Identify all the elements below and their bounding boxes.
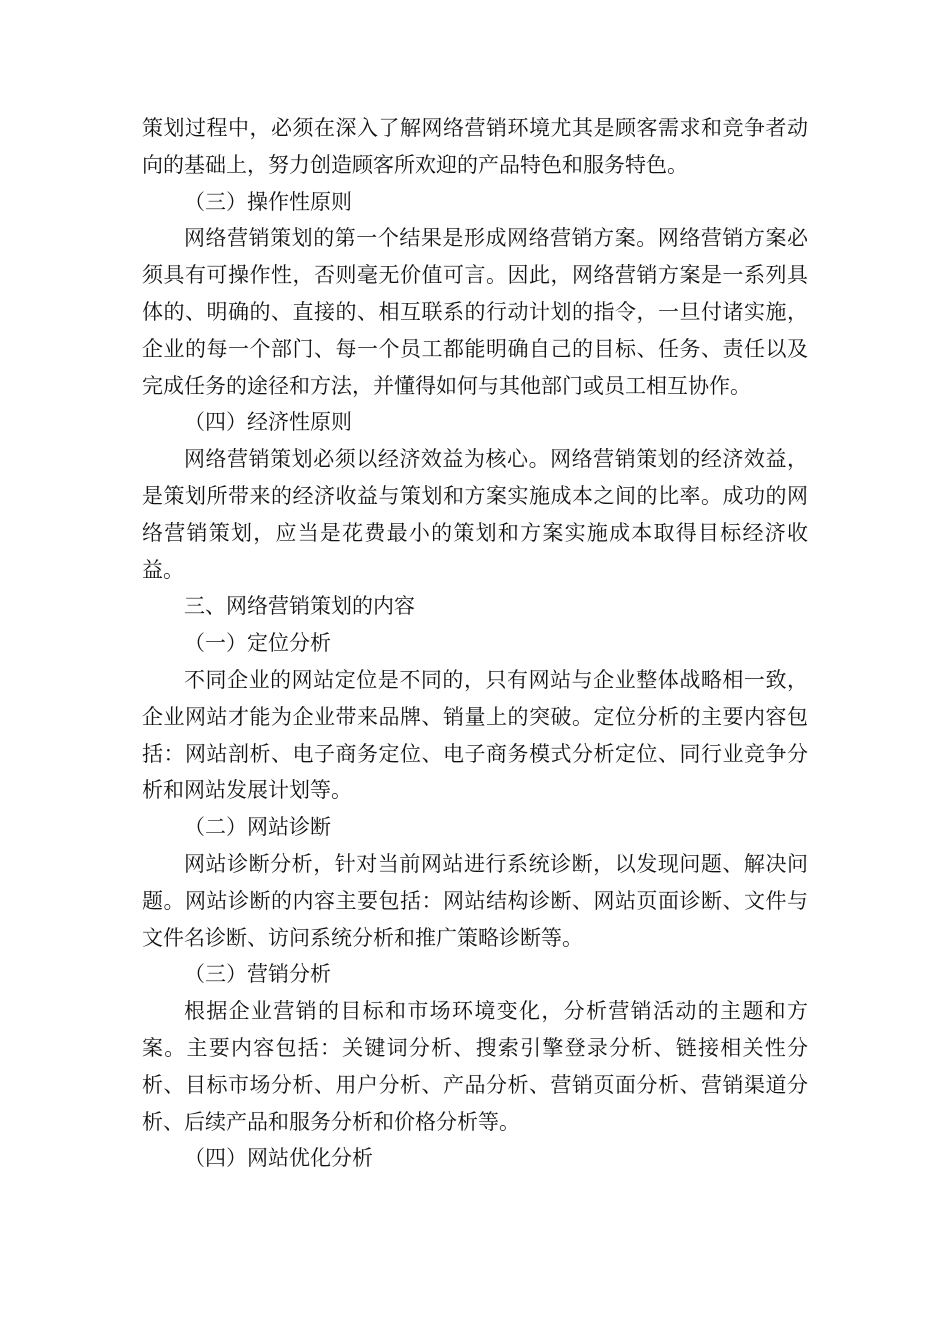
paragraph: 网络营销策划的第一个结果是形成网络营销方案。网络营销方案必须具有可操作性，否则毫无价值可言。因此，网络营销方案是一系列具体的、明确的、直接的、相互联系的行动计划的指令，一旦付诸实施，企业的每一个部门、每一个员工都能明确自己的目标、任务、责任以及完成任务的途径和方法，并懂得如何与其他部门或员工相互协作。 — [142, 226, 808, 398]
paragraph: 不同企业的网站定位是不同的，只有网站与企业整体战略相一致，企业网站才能为企业带来品牌、销量上的突破。定位分析的主要内容包括：网站剖析、电子商务定位、电子商务模式分析定位、同行业竞争分析和网站发展计划等。 — [142, 667, 808, 803]
section-heading: 三、网络营销策划的内容 — [184, 594, 415, 619]
section-subheading: （三）操作性原则 — [184, 189, 352, 214]
document-body — [142, 110, 808, 1177]
paragraph: 根据企业营销的目标和市场环境变化，分析营销活动的主题和方案。主要内容包括：关键词分析、搜索引擎登录分析、链接相关性分析、目标市场分析、用户分析、产品分析、营销页面分析、营销渠道分析、后续产品和服务分析和价格分析等。 — [142, 999, 808, 1134]
section-subheading: （四）网站优化分析 — [184, 1146, 373, 1171]
section-subheading: （一）定位分析 — [184, 631, 331, 656]
section-subheading: （四）经济性原则 — [184, 410, 352, 435]
paragraph-continued: 策划过程中，必须在深入了解网络营销环境尤其是顾客需求和竞争者动向的基础上，努力创造顾客所欢迎的产品特色和服务特色。 — [142, 116, 808, 177]
section-subheading: （二）网站诊断 — [184, 815, 331, 840]
section-subheading: （三）营销分析 — [184, 962, 331, 987]
paragraph: 网络营销策划必须以经济效益为核心。网络营销策划的经济效益，是策划所带来的经济收益与策划和方案实施成本之间的比率。成功的网络营销策划，应当是花费最小的策划和方案实施成本取得目标经济收益。 — [142, 447, 808, 582]
paragraph: 网站诊断分析，针对当前网站进行系统诊断，以发现问题、解决问题。网站诊断的内容主要包括：网站结构诊断、网站页面诊断、文件与文件名诊断、访问系统分析和推广策略诊断等。 — [142, 851, 808, 950]
